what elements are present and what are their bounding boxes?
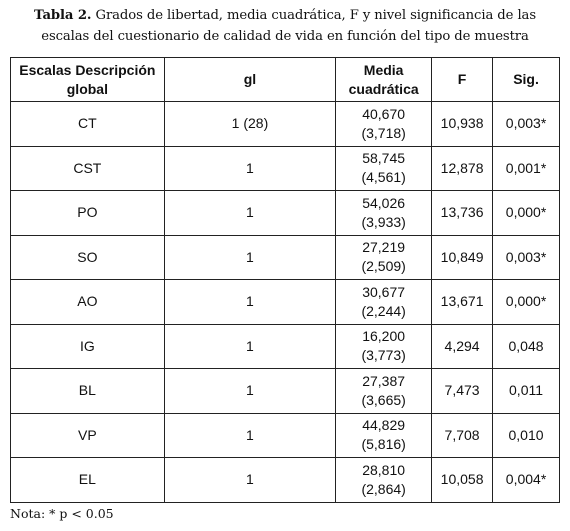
cell-sig: 0,010 xyxy=(493,413,560,458)
cell-sig: 0,003* xyxy=(493,102,560,147)
cell-sig: 0,000* xyxy=(493,280,560,325)
media-value: 16,200 xyxy=(362,328,406,345)
table-caption xyxy=(0,5,570,47)
table-row xyxy=(11,413,560,458)
table-row xyxy=(11,324,560,369)
results-table xyxy=(10,57,560,503)
cell-gl: 1 xyxy=(164,458,335,503)
header-sig: Sig. xyxy=(493,58,560,102)
cell-f: 13,671 xyxy=(432,280,493,325)
cell-media xyxy=(336,413,432,458)
table-row xyxy=(11,235,560,280)
media-sd-value: (2,244) xyxy=(361,302,406,319)
media-value: 54,026 xyxy=(362,194,406,211)
cell-media xyxy=(336,458,432,503)
cell-media xyxy=(336,102,432,147)
caption-label: Tabla 2. xyxy=(34,8,92,23)
header-row xyxy=(11,58,560,102)
cell-media xyxy=(336,324,432,369)
media-sd-value: (3,718) xyxy=(361,124,406,141)
cell-f: 4,294 xyxy=(432,324,493,369)
header-gl: gl xyxy=(164,58,335,102)
cell-media xyxy=(336,191,432,236)
cell-sig: 0,000* xyxy=(493,191,560,236)
cell-escala: CST xyxy=(11,146,165,191)
table-row xyxy=(11,369,560,414)
cell-escala: AO xyxy=(11,280,165,325)
cell-media xyxy=(336,369,432,414)
cell-f: 12,878 xyxy=(432,146,493,191)
cell-gl: 1 xyxy=(164,369,335,414)
cell-sig: 0,001* xyxy=(493,146,560,191)
media-sd-value: (3,665) xyxy=(361,391,406,408)
cell-f: 7,708 xyxy=(432,413,493,458)
media-sd-value: (3,933) xyxy=(361,213,406,230)
media-sd-value: (2,864) xyxy=(361,480,406,497)
cell-f: 13,736 xyxy=(432,191,493,236)
media-value: 58,745 xyxy=(362,150,406,167)
header-f: F xyxy=(432,58,493,102)
media-value: 27,387 xyxy=(362,372,406,389)
cell-media xyxy=(336,280,432,325)
cell-escala: IG xyxy=(11,324,165,369)
table-body xyxy=(11,102,560,503)
cell-f: 7,473 xyxy=(432,369,493,414)
cell-escala: CT xyxy=(11,102,165,147)
cell-f: 10,849 xyxy=(432,235,493,280)
cell-f: 10,058 xyxy=(432,458,493,503)
table-row xyxy=(11,280,560,325)
table-note: Nota: * p < 0.05 xyxy=(10,506,114,521)
cell-escala: VP xyxy=(11,413,165,458)
header-escalas: Escalas Descripción global xyxy=(11,58,165,102)
table-row xyxy=(11,102,560,147)
media-value: 40,670 xyxy=(362,105,406,122)
media-value: 27,219 xyxy=(362,239,406,256)
media-sd-value: (4,561) xyxy=(361,169,406,186)
media-value: 30,677 xyxy=(362,283,406,300)
cell-gl: 1 xyxy=(164,235,335,280)
cell-sig: 0,011 xyxy=(493,369,560,414)
caption-line-1 xyxy=(0,5,570,26)
cell-gl: 1 (28) xyxy=(164,102,335,147)
media-sd-value: (3,773) xyxy=(361,347,406,364)
header-media: Media cuadrática xyxy=(336,58,432,102)
cell-escala: EL xyxy=(11,458,165,503)
media-value: 28,810 xyxy=(362,461,406,478)
table-row xyxy=(11,146,560,191)
cell-gl: 1 xyxy=(164,413,335,458)
cell-escala: PO xyxy=(11,191,165,236)
table-row xyxy=(11,458,560,503)
cell-escala: BL xyxy=(11,369,165,414)
cell-sig: 0,004* xyxy=(493,458,560,503)
media-sd-value: (5,816) xyxy=(361,436,406,453)
cell-gl: 1 xyxy=(164,324,335,369)
caption-text-2: escalas del cuestionario de calidad de vida en función del tipo de muestra xyxy=(41,29,529,44)
media-value: 44,829 xyxy=(362,417,406,434)
cell-media xyxy=(336,146,432,191)
cell-media xyxy=(336,235,432,280)
cell-sig: 0,003* xyxy=(493,235,560,280)
cell-gl: 1 xyxy=(164,280,335,325)
cell-escala: SO xyxy=(11,235,165,280)
cell-f: 10,938 xyxy=(432,102,493,147)
table-row xyxy=(11,191,560,236)
media-sd-value: (2,509) xyxy=(361,258,406,275)
caption-text-1: Grados de libertad, media cuadrática, F y nivel significancia de las xyxy=(95,8,536,23)
cell-gl: 1 xyxy=(164,191,335,236)
cell-sig: 0,048 xyxy=(493,324,560,369)
cell-gl: 1 xyxy=(164,146,335,191)
